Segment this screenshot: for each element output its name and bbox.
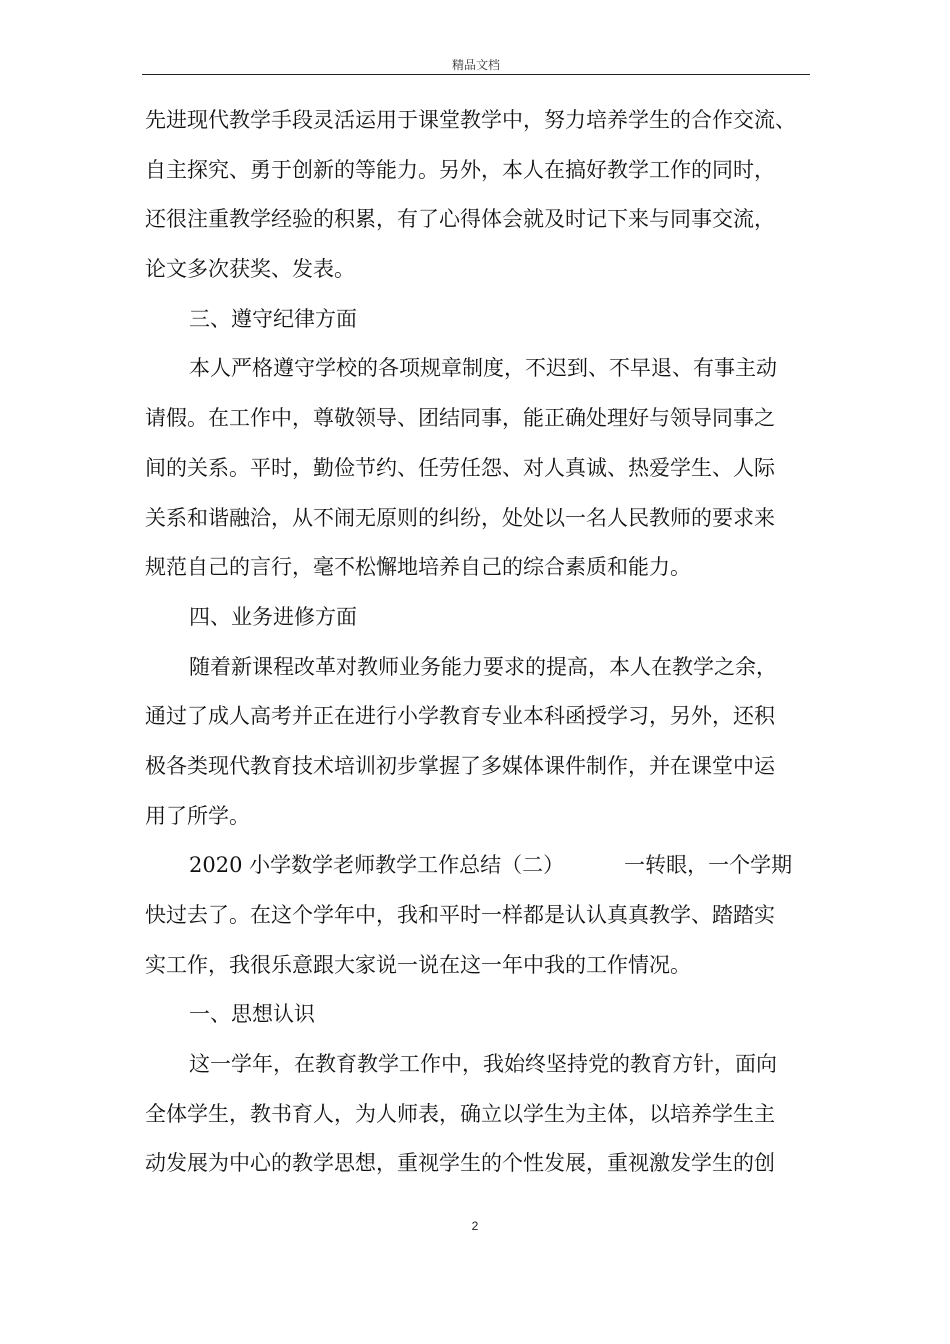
page-header	[142, 54, 810, 75]
document-body	[145, 96, 815, 1189]
text-line: 本人严格遵守学校的各项规章制度，不迟到、不早退、有事主动	[189, 356, 777, 381]
text-fragment: 一转眼，一个学期	[624, 853, 793, 878]
text-line: 先进现代教学手段灵活运用于课堂教学中，努力培养学生的合作交流、	[145, 108, 796, 132]
text-line: 规范自己的言行，毫不松懈地培养自己的综合素质和能力。	[145, 555, 691, 580]
page-number: 2	[471, 1219, 479, 1233]
document-subtitle: 2020 小学数学老师教学工作总结（二）	[189, 853, 565, 878]
text-line: 间的关系。平时，勤俭节约、任劳任怨、对人真诚、热爱学生、人际	[145, 455, 775, 480]
text-line: 关系和谐融洽，从不闹无原则的纠纷，处处以一名人民教师的要求来	[145, 505, 775, 530]
text-line: 用了所学。	[145, 803, 250, 828]
text-line: 还很注重教学经验的积累，有了心得体会就及时记下来与同事交流，	[145, 207, 775, 232]
text-line: 动发展为中心的教学思想，重视学生的个性发展，重视激发学生的创	[145, 1151, 775, 1176]
text-line: 实工作，我很乐意跟大家说一说在这一年中我的工作情况。	[145, 952, 691, 977]
section-heading: 一、思想认识	[189, 1002, 315, 1027]
text-line: 请假。在工作中，尊敬领导、团结同事，能正确处理好与领导同事之	[145, 406, 775, 431]
section-heading: 四、业务进修方面	[189, 604, 357, 629]
text-line: 自主探究、勇于创新的等能力。另外，本人在搞好教学工作的同时，	[145, 157, 775, 182]
header-title: 精品文档	[451, 58, 500, 72]
text-line: 随着新课程改革对教师业务能力要求的提高，本人在教学之余，	[189, 654, 777, 679]
text-line: 这一学年，在教育教学工作中，我始终坚持党的教育方针，面向	[189, 1052, 777, 1077]
text-line: 论文多次获奖、发表。	[145, 257, 355, 282]
text-line: 全体学生，教书育人，为人师表，确立以学生为主体，以培养学生主	[145, 1101, 775, 1126]
text-line	[145, 841, 815, 891]
section-heading: 三、遵守纪律方面	[189, 306, 357, 331]
text-line: 通过了成人高考并正在进行小学教育专业本科函授学习，另外，还积	[145, 704, 775, 729]
text-line: 极各类现代教育技术培训初步掌握了多媒体课件制作，并在课堂中运	[145, 753, 775, 778]
text-line: 快过去了。在这个学年中，我和平时一样都是认认真真教学、踏踏实	[145, 903, 775, 927]
